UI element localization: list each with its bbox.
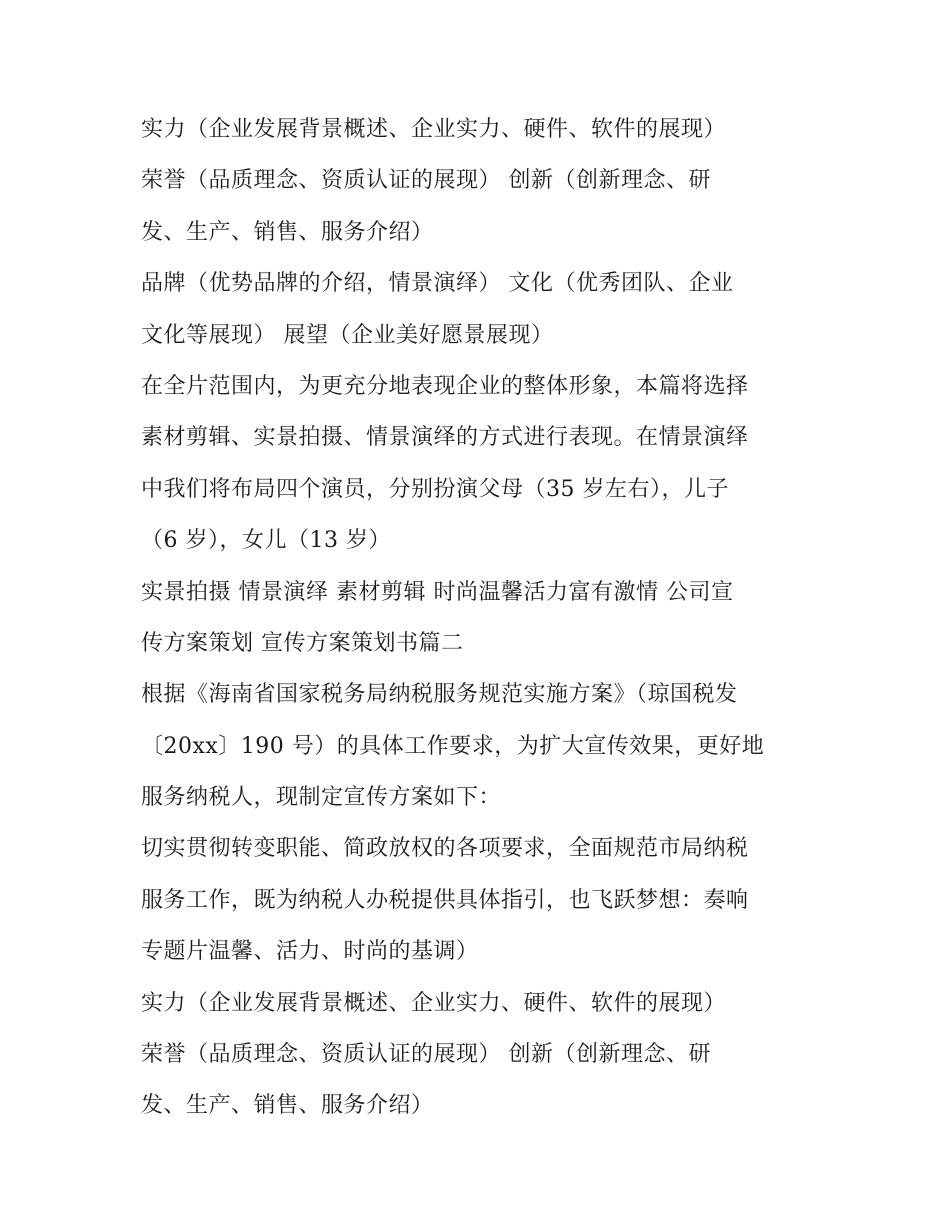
text-line: 实景拍摄 情景演绎 素材剪辑 时尚温馨活力富有激情 公司宣 xyxy=(141,579,734,605)
document-body xyxy=(141,104,821,1132)
text-line: 实力（企业发展背景概述、企业实力、硬件、软件的展现） xyxy=(141,117,727,142)
text-line: 中我们将布局四个演员，分别扮演父母（35 岁左右），儿子 xyxy=(141,476,729,502)
text-line: 传方案策划 宣传方案策划书篇二 xyxy=(141,630,464,656)
text-line: 服务工作，既为纳税人办税提供具体指引，也飞跃梦想：奏响 xyxy=(141,887,749,913)
text-line: 实力（企业发展背景概述、企业实力、硬件、软件的展现） xyxy=(141,990,727,1016)
text-line: 专题片温馨、活力、时尚的基调） xyxy=(141,939,479,965)
text-line: 品牌（优势品牌的介绍，情景演绎） 文化（优秀团队、企业 xyxy=(141,271,734,297)
text-line: 〔20xx〕190 号）的具体工作要求，为扩大宣传效果，更好地 xyxy=(141,733,765,759)
text-line: 切实贯彻转变职能、简政放权的各项要求，全面规范市局纳税 xyxy=(141,836,749,862)
text-line: （6 岁），女儿（13 岁） xyxy=(141,528,391,554)
text-line: 荣誉（品质理念、资质认证的展现） 创新（创新理念、研 xyxy=(141,168,711,194)
text-line: 文化等展现） 展望（企业美好愿景展现） xyxy=(141,322,554,348)
text-line: 发、生产、销售、服务介绍） xyxy=(141,219,434,245)
text-line: 发、生产、销售、服务介绍） xyxy=(141,1093,434,1119)
text-line: 素材剪辑、实景拍摄、情景演绎的方式进行表现。在情景演绎 xyxy=(141,425,749,451)
text-line: 在全片范围内，为更充分地表现企业的整体形象，本篇将选择 xyxy=(141,373,749,399)
text-line: 根据《海南省国家税务局纳税服务规范实施方案》（琼国税发 xyxy=(141,682,738,708)
text-line: 服务纳税人，现制定宣传方案如下： xyxy=(141,785,502,811)
text-line: 荣誉（品质理念、资质认证的展现） 创新（创新理念、研 xyxy=(141,1042,711,1068)
